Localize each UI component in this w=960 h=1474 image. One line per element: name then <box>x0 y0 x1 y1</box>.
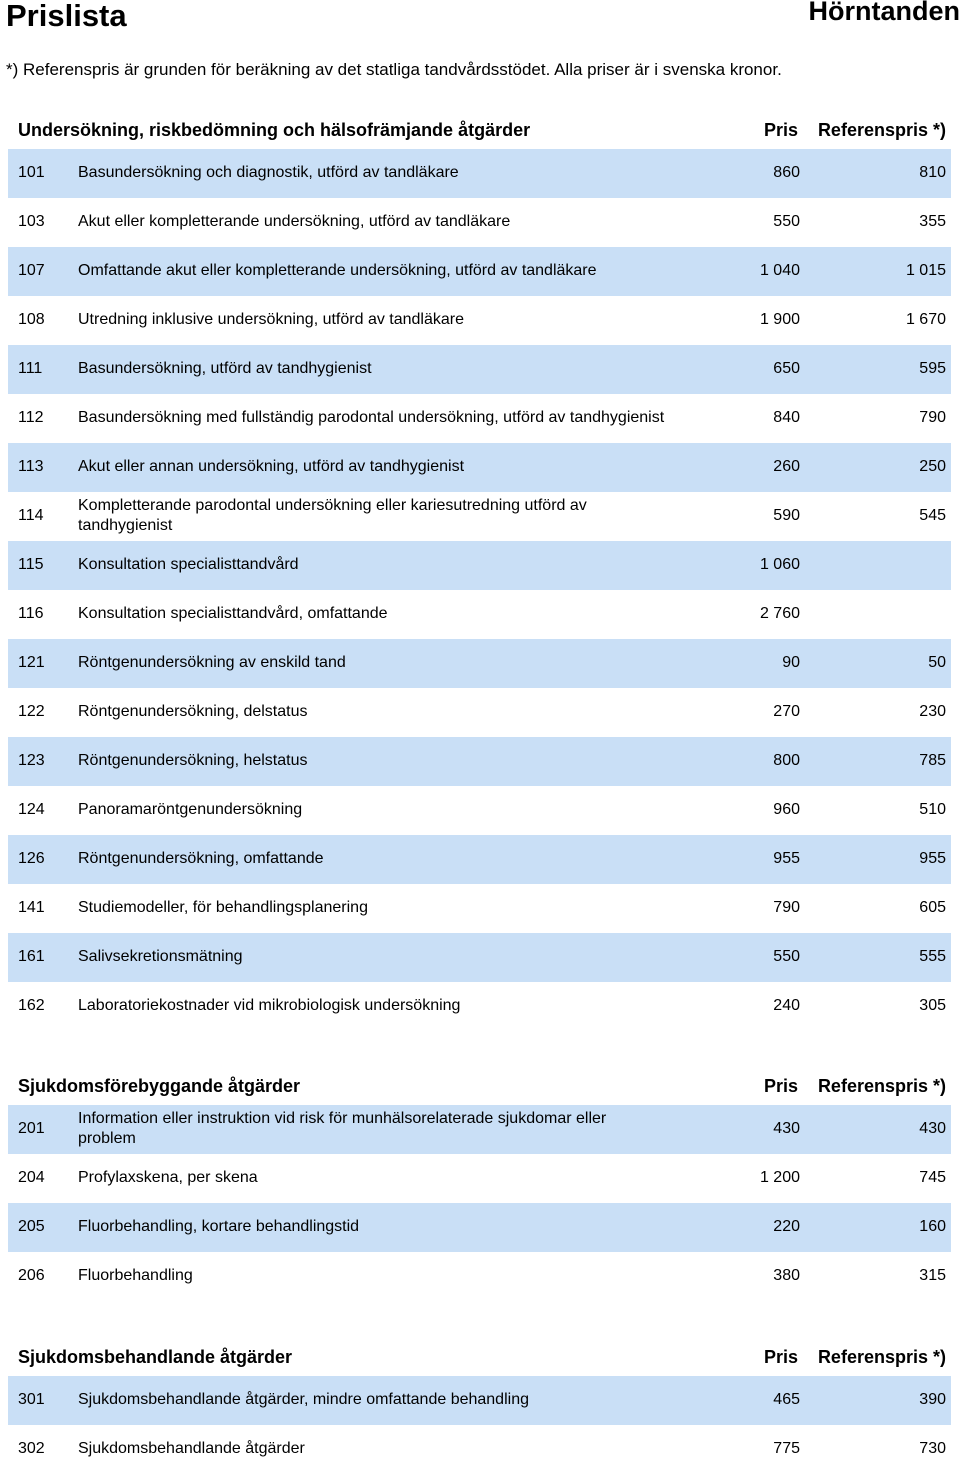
price: 790 <box>773 884 800 931</box>
reference-price: 160 <box>919 1203 946 1250</box>
price-column-header: Pris <box>764 114 798 146</box>
treatment-code: 107 <box>18 247 45 294</box>
table-row <box>8 688 951 737</box>
reference-price: 545 <box>919 492 946 539</box>
treatment-description: Konsultation specialisttandvård, omfattande <box>78 590 668 637</box>
price: 1 200 <box>760 1154 800 1201</box>
treatment-code: 126 <box>18 835 45 882</box>
treatment-description: Salivsekretionsmätning <box>78 933 668 980</box>
price: 590 <box>773 492 800 539</box>
treatment-description: Utredning inklusive undersökning, utförd av tandläkare <box>78 296 668 343</box>
treatment-description: Laboratoriekostnader vid mikrobiologisk undersökning <box>78 982 668 1029</box>
reference-price: 1 670 <box>906 296 946 343</box>
price: 220 <box>773 1203 800 1250</box>
reference-price: 730 <box>919 1425 946 1472</box>
reference-price: 810 <box>919 149 946 196</box>
reference-price: 315 <box>919 1252 946 1299</box>
treatment-description: Basundersökning med fullständig parodontal undersökning, utförd av tandhygienist <box>78 394 668 441</box>
treatment-code: 206 <box>18 1252 45 1299</box>
treatment-description: Fluorbehandling <box>78 1252 668 1299</box>
page-title: Prislista <box>6 0 127 38</box>
price: 955 <box>773 835 800 882</box>
table-row <box>8 1252 951 1301</box>
reference-price: 785 <box>919 737 946 784</box>
price: 840 <box>773 394 800 441</box>
table-row <box>8 786 951 835</box>
price-table <box>8 149 951 1031</box>
price: 650 <box>773 345 800 392</box>
table-row <box>8 884 951 933</box>
price: 550 <box>773 933 800 980</box>
price-column-header: Pris <box>764 1341 798 1373</box>
treatment-code: 124 <box>18 786 45 833</box>
treatment-code: 101 <box>18 149 45 196</box>
price: 1 060 <box>760 541 800 588</box>
treatment-code: 204 <box>18 1154 45 1201</box>
treatment-code: 201 <box>18 1105 45 1152</box>
price-column-header: Pris <box>764 1070 798 1102</box>
price: 270 <box>773 688 800 735</box>
reference-price: 430 <box>919 1105 946 1152</box>
reference-price: 605 <box>919 884 946 931</box>
reference-price: 790 <box>919 394 946 441</box>
table-row <box>8 443 951 492</box>
price: 430 <box>773 1105 800 1152</box>
table-row <box>8 590 951 639</box>
clinic-name: Hörntanden <box>809 0 960 31</box>
treatment-description: Röntgenundersökning av enskild tand <box>78 639 668 686</box>
treatment-code: 205 <box>18 1203 45 1250</box>
price: 380 <box>773 1252 800 1299</box>
table-row <box>8 247 951 296</box>
treatment-description: Röntgenundersökning, helstatus <box>78 737 668 784</box>
treatment-code: 141 <box>18 884 45 931</box>
treatment-code: 112 <box>18 394 44 441</box>
price: 960 <box>773 786 800 833</box>
treatment-description: Akut eller annan undersökning, utförd av tandhygienist <box>78 443 668 490</box>
treatment-description: Kompletterande parodontal undersökning eller kariesutredning utförd av tandhygienist <box>78 492 668 539</box>
reference-price-column-header: Referenspris *) <box>818 114 946 146</box>
price: 2 760 <box>760 590 800 637</box>
treatment-code: 302 <box>18 1425 45 1472</box>
price: 550 <box>773 198 800 245</box>
section-title: Undersökning, riskbedömning och hälsofrämjande åtgärder <box>18 114 530 146</box>
table-row <box>8 1203 951 1252</box>
treatment-description: Röntgenundersökning, omfattande <box>78 835 668 882</box>
section-header <box>18 114 948 146</box>
treatment-code: 108 <box>18 296 45 343</box>
reference-price: 1 015 <box>906 247 946 294</box>
table-row <box>8 492 951 541</box>
treatment-code: 121 <box>18 639 45 686</box>
table-row <box>8 1425 951 1474</box>
treatment-code: 161 <box>18 933 45 980</box>
price-note: *) Referenspris är grunden för beräkning av det statliga tandvårdsstödet. Alla priser är i svenska kronor. <box>6 58 782 82</box>
treatment-description: Röntgenundersökning, delstatus <box>78 688 668 735</box>
reference-price: 390 <box>919 1376 946 1423</box>
treatment-code: 116 <box>18 590 44 637</box>
treatment-description: Sjukdomsbehandlande åtgärder <box>78 1425 668 1472</box>
treatment-code: 301 <box>18 1376 45 1423</box>
table-row <box>8 982 951 1031</box>
treatment-code: 103 <box>18 198 45 245</box>
table-row <box>8 394 951 443</box>
table-row <box>8 1376 951 1425</box>
table-row <box>8 345 951 394</box>
treatment-description: Information eller instruktion vid risk för munhälsorelaterade sjukdomar eller problem <box>78 1105 668 1152</box>
treatment-description: Basundersökning och diagnostik, utförd av tandläkare <box>78 149 668 196</box>
treatment-description: Sjukdomsbehandlande åtgärder, mindre omfattande behandling <box>78 1376 668 1423</box>
reference-price: 355 <box>919 198 946 245</box>
treatment-description: Konsultation specialisttandvård <box>78 541 668 588</box>
treatment-description: Fluorbehandling, kortare behandlingstid <box>78 1203 668 1250</box>
treatment-description: Profylaxskena, per skena <box>78 1154 668 1201</box>
table-row <box>8 296 951 345</box>
treatment-description: Basundersökning, utförd av tandhygienist <box>78 345 668 392</box>
table-row <box>8 737 951 786</box>
table-row <box>8 541 951 590</box>
reference-price: 50 <box>928 639 946 686</box>
table-row <box>8 198 951 247</box>
table-row <box>8 639 951 688</box>
table-row <box>8 1154 951 1203</box>
treatment-code: 162 <box>18 982 45 1029</box>
price: 800 <box>773 737 800 784</box>
treatment-description: Panoramaröntgenundersökning <box>78 786 668 833</box>
reference-price: 230 <box>919 688 946 735</box>
section-header <box>18 1341 948 1373</box>
treatment-code: 115 <box>18 541 44 588</box>
price: 90 <box>782 639 800 686</box>
price: 775 <box>773 1425 800 1472</box>
price: 1 040 <box>760 247 800 294</box>
reference-price: 250 <box>919 443 946 490</box>
treatment-code: 114 <box>18 492 44 539</box>
treatment-description: Studiemodeller, för behandlingsplanering <box>78 884 668 931</box>
treatment-description: Omfattande akut eller kompletterande undersökning, utförd av tandläkare <box>78 247 668 294</box>
price: 1 900 <box>760 296 800 343</box>
table-row <box>8 933 951 982</box>
reference-price: 510 <box>919 786 946 833</box>
section-title: Sjukdomsförebyggande åtgärder <box>18 1070 300 1102</box>
reference-price-column-header: Referenspris *) <box>818 1341 946 1373</box>
price-table <box>8 1105 951 1301</box>
reference-price: 305 <box>919 982 946 1029</box>
reference-price: 555 <box>919 933 946 980</box>
reference-price-column-header: Referenspris *) <box>818 1070 946 1102</box>
treatment-code: 122 <box>18 688 45 735</box>
price: 860 <box>773 149 800 196</box>
section-title: Sjukdomsbehandlande åtgärder <box>18 1341 292 1373</box>
treatment-code: 123 <box>18 737 45 784</box>
table-row <box>8 149 951 198</box>
price: 260 <box>773 443 800 490</box>
table-row <box>8 835 951 884</box>
reference-price: 595 <box>919 345 946 392</box>
treatment-code: 113 <box>18 443 44 490</box>
reference-price: 745 <box>919 1154 946 1201</box>
treatment-description: Akut eller kompletterande undersökning, utförd av tandläkare <box>78 198 668 245</box>
reference-price: 955 <box>919 835 946 882</box>
price: 465 <box>773 1376 800 1423</box>
section-header <box>18 1070 948 1102</box>
price-table <box>8 1376 951 1474</box>
price: 240 <box>773 982 800 1029</box>
table-row <box>8 1105 951 1154</box>
treatment-code: 111 <box>18 345 42 392</box>
